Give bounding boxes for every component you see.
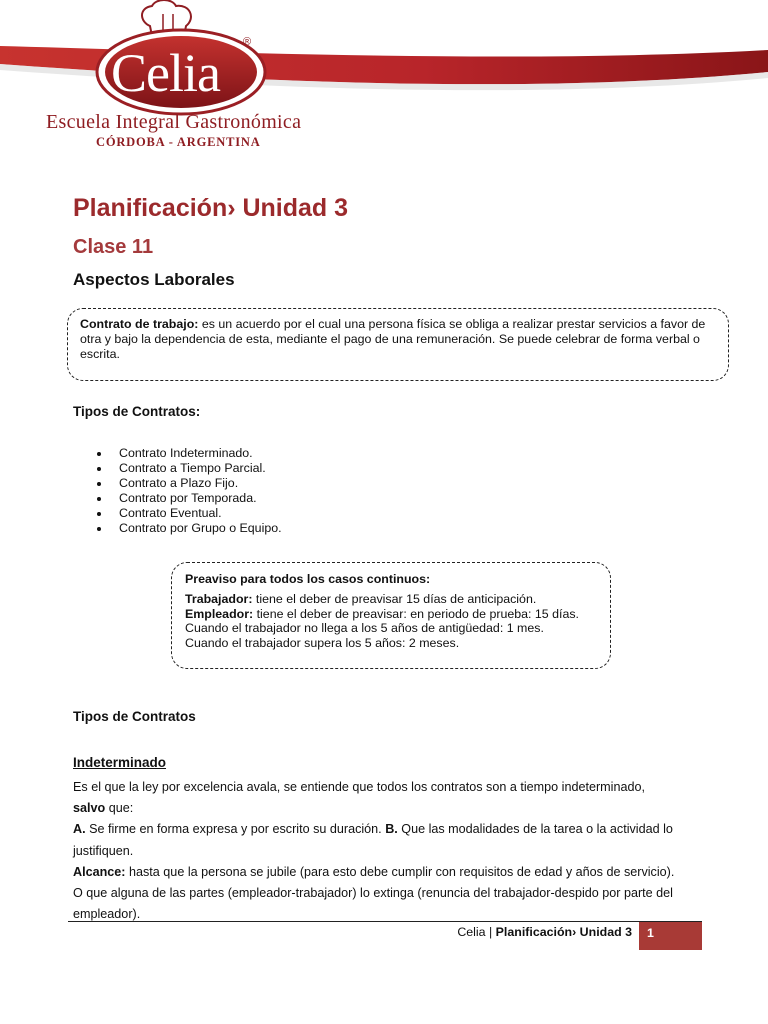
footer-text: [400, 925, 632, 939]
contrato-definition-box: [67, 308, 729, 381]
school-name: Escuela Integral Gastronómica: [46, 111, 302, 133]
preaviso-title: Preaviso para todos los casos continuos:: [185, 572, 431, 586]
trabajador-text: tiene el deber de preavisar 15 días de anticipación.: [252, 592, 537, 606]
tipos-heading-2: Tipos de Contratos: [73, 709, 196, 724]
alcance-label: Alcance:: [73, 864, 126, 879]
paragraph: [73, 862, 713, 883]
preaviso-line-4: Cuando el trabajador supera los 5 años: 2 meses.: [185, 635, 460, 650]
tipos-list: [95, 446, 282, 536]
section-title: Aspectos Laborales: [73, 270, 235, 289]
logo-text: Celia: [111, 43, 220, 103]
empleador-text: tiene el deber de preavisar: en periodo de prueba: 15 días.: [253, 606, 579, 621]
list-item: Contrato a Plazo Fijo.: [95, 476, 282, 491]
tipos-heading: Tipos de Contratos:: [73, 404, 201, 419]
class-title: Clase 11: [73, 236, 154, 258]
preaviso-box: [171, 562, 611, 669]
list-item: Contrato Indeterminado.: [95, 446, 282, 461]
empleador-label: Empleador:: [185, 606, 254, 621]
preaviso-empleador: [185, 607, 579, 622]
list-item: Contrato por Temporada.: [95, 491, 282, 506]
preaviso-trabajador: [185, 592, 579, 607]
indeterminado-body: [73, 777, 713, 925]
alcance-text: hasta que la persona se jubile (para esto debe cumplir con requisitos de edad y años de servicio).: [125, 864, 675, 879]
footer-divider: [68, 921, 702, 922]
a-label: A.: [73, 822, 86, 837]
school-location: CÓRDOBA - ARGENTINA: [96, 135, 261, 149]
b-text: Que las modalidades de la tarea o la actividad lo justifiquen.: [73, 822, 673, 858]
a-text: Se firme en forma expresa y por escrito su duración.: [85, 822, 386, 837]
page-number: 1: [647, 926, 654, 940]
registered-mark: ®: [243, 36, 252, 48]
indeterminado-heading: Indeterminado: [73, 755, 167, 770]
trabajador-label: Trabajador:: [185, 592, 253, 606]
preaviso-lines: [185, 592, 579, 650]
footer-brand: Celia |: [457, 925, 496, 939]
paragraph: Es el que la ley por excelencia avala, se entiende que todos los contratos son a tiempo indeterminado,: [73, 780, 645, 794]
list-item: Contrato Eventual.: [95, 506, 282, 521]
que-text: que:: [105, 801, 134, 816]
paragraph: [73, 798, 713, 819]
list-item: Contrato a Tiempo Parcial.: [95, 461, 282, 476]
page-title: Planificación› Unidad 3: [73, 194, 349, 222]
paragraph: O que alguna de las partes (empleador-trabajador) lo extinga (renuncia del trabajador-despido por parte del empleador).: [73, 886, 673, 922]
footer-title: Planificación› Unidad 3: [495, 925, 632, 939]
contrato-text: es un acuerdo por el cual una persona física se obliga a realizar prestar servicios a favor de otra y bajo la dependencia de esta, mediante el pago de una remuneración. Se puede celebrar de forma verbal o escrita.: [80, 317, 706, 361]
b-label: B.: [385, 822, 398, 837]
contrato-term: Contrato de trabajo:: [80, 317, 199, 331]
preaviso-line-3: Cuando el trabajador no llega a los 5 años de antigüedad: 1 mes.: [185, 621, 544, 635]
list-item: Contrato por Grupo o Equipo.: [95, 521, 282, 536]
paragraph: [73, 819, 713, 861]
page-number-box: [639, 922, 702, 950]
contrato-definition: [80, 317, 710, 362]
salvo-label: salvo: [73, 801, 106, 816]
